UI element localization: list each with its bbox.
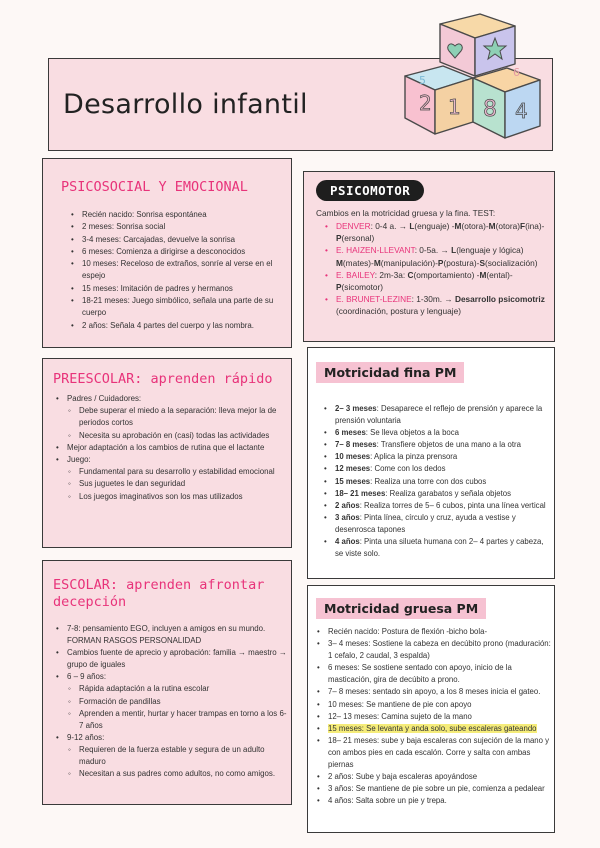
escolar-title: ESCOLAR: aprenden afrontar decepción	[53, 577, 265, 610]
preescolar-title: PREESCOLAR: aprenden rápido	[53, 371, 273, 387]
motricidad-gruesa-title: Motricidad gruesa PM	[316, 598, 486, 619]
sub-list-item: ◦ Formación de pandillas	[67, 696, 287, 708]
list-item: • 2 años: Sube y baja escaleras apoyándose	[316, 771, 552, 783]
psicosocial-title: PSICOSOCIAL Y EMOCIONAL	[61, 179, 248, 195]
svg-text:1: 1	[448, 95, 461, 119]
list-item: • Recién nacido: Postura de flexión -bicho bola-	[316, 626, 552, 638]
list-item: • 2– 3 meses: Desaparece el reflejo de prensión y aparece la prensión voluntaria	[323, 403, 551, 427]
list-item: • Recién nacido: Sonrisa espontánea	[70, 209, 285, 221]
list-item: • 12 meses: Come con los dedos	[323, 463, 551, 475]
list-item-text: 9-12 años:	[67, 732, 105, 742]
svg-text:6: 6	[513, 66, 520, 79]
sub-list-item: ◦ Los juegos imaginativos son los mas utilizados	[67, 491, 285, 503]
list-item-text: Cambios fuente de aprecio y aprobación: familia → maestro → grupo de iguales	[67, 648, 287, 670]
sub-list-item: ◦ Rápida adaptación a la rutina escolar	[67, 683, 287, 695]
list-item	[55, 732, 287, 780]
sub-list-item: ◦ Necesita su aprobación en (casi) todas las actividades	[67, 430, 285, 442]
list-item	[55, 393, 285, 442]
escolar-list	[55, 623, 287, 780]
motricidad-fina-card	[307, 347, 555, 579]
list-item: • 4 años: Salta sobre un pie y trepa.	[316, 795, 552, 807]
test-item-denver: • DENVER: 0-4 a. → L(enguaje) -M(otora)-M(otora)F(ina)- P(ersonal)	[324, 220, 552, 244]
preescolar-list	[55, 393, 285, 503]
list-item: • 6 meses: Se lleva objetos a la boca	[323, 427, 551, 439]
sub-list-item: ◦ Necesitan a sus padres como adultos, no como amigos.	[67, 768, 287, 780]
list-item	[55, 442, 285, 454]
list-item: • 18– 21 meses: sube y baja escaleras con sujeción de la mano y con ambos pies en cada escalón. Corre y salta con ambas piernas	[316, 735, 552, 771]
psicosocial-card	[42, 158, 292, 348]
list-item: • 10 meses: Receloso de extraños, sonríe al verse en el espejo	[70, 258, 285, 283]
sub-list-item: ◦ Fundamental para su desarrollo y estabilidad emocional	[67, 466, 285, 478]
list-item	[55, 623, 287, 647]
list-item: • 3– 4 meses: Sostiene la cabeza en decúbito prono (maduración: 1 cefalo, 2 caudal, 3 espalda)	[316, 638, 552, 662]
motricidad-gruesa-card	[307, 585, 555, 833]
list-item-highlighted: • 15 meses: Se levanta y anda solo, sube escaleras gateando	[316, 723, 552, 735]
list-item-text: Juego:	[67, 455, 91, 465]
list-item: • 4 años: Pinta una silueta humana con 2– 4 partes y cabeza, se viste solo.	[323, 536, 551, 560]
sub-list	[67, 744, 287, 780]
list-item: • 6 meses: Comienza a dirigirse a desconocidos	[70, 246, 285, 258]
baby-blocks-illustration	[395, 6, 545, 151]
list-item: • 6 meses: Se sostiene sentado con apoyo, inicio de la masticación, gira de decúbito a prono.	[316, 662, 552, 686]
list-item: • 3 años: Pinta línea, círculo y cruz, ayuda a vestise y desenrosca tapones	[323, 512, 551, 536]
list-item: • 15 meses: Realiza una torre con dos cubos	[323, 476, 551, 488]
list-item: • 18-21 meses: Juego simbólico, señala una parte de su cuerpo	[70, 295, 285, 320]
list-item	[55, 647, 287, 671]
list-item: • 12– 13 meses: Camina sujeto de la mano	[316, 711, 552, 723]
svg-text:5: 5	[419, 74, 426, 87]
sub-list	[67, 466, 285, 503]
sub-list-item: ◦ Sus juguetes le dan seguridad	[67, 478, 285, 490]
page-title: Desarrollo infantil	[63, 89, 308, 120]
sub-list-item: ◦ Requieren de la fuerza estable y segura de un adulto maduro	[67, 744, 287, 768]
list-item: • 15 meses: Imitación de padres y hermanos	[70, 283, 285, 295]
test-item-haizen: • E. HAIZEN-LLEVANT: 0-5a. → L(lenguaje y lógica) M(mates)-M(manipulación)-P(postura)-S(socialización)	[324, 244, 552, 268]
list-item: • 2 años: Señala 4 partes del cuerpo y las nombra.	[70, 320, 285, 332]
list-item-text: 6 – 9 años:	[67, 672, 107, 682]
list-item: • 2 meses: Sonrisa social	[70, 221, 285, 233]
svg-text:2: 2	[419, 91, 432, 115]
psicomotor-title: PSICOMOTOR	[316, 180, 424, 201]
sub-list-item: ◦ Aprenden a mentir, hurtar y hacer trampas en torno a los 6-7 años	[67, 708, 287, 732]
list-item	[55, 671, 287, 731]
sub-list-item: ◦ Debe superar el miedo a la separación: lleva mejor la de periodos cortos	[67, 405, 285, 429]
svg-text:4: 4	[515, 99, 528, 123]
list-item-text: Mejor adaptación a los cambios de rutina que el lactante	[67, 442, 265, 452]
list-item: • 3 años: Se mantiene de pie sobre un pie, comienza a pedalear	[316, 783, 552, 795]
preescolar-card	[42, 358, 292, 548]
list-item: • 10 meses: Se mantiene de pie con apoyo	[316, 699, 552, 711]
escolar-card	[42, 560, 292, 805]
psicomotor-list	[324, 220, 552, 318]
motricidad-fina-title: Motricidad fina PM	[316, 362, 464, 383]
list-item: • 18– 21 meses: Realiza garabatos y señala objetos	[323, 488, 551, 500]
list-item: • 2 años: Realiza torres de 5– 6 cubos, pinta una línea vertical	[323, 500, 551, 512]
sub-list	[67, 683, 287, 731]
motricidad-gruesa-list	[316, 626, 552, 807]
list-item: • 7– 8 meses: sentado sin apoyo, a los 8 meses inicia el gateo.	[316, 686, 552, 698]
list-item: • 3-4 meses: Carcajadas, devuelve la sonrisa	[70, 234, 285, 246]
list-item-text: 7-8: pensamiento EGO, incluyen a amigos en su mundo. FORMAN RASGOS PERSONALIDAD	[67, 624, 266, 646]
test-item-brunet: • E. BRUNET-LEZINE: 1-30m. → Desarrollo psicomotriz (coordinación, postura y lenguaje)	[324, 293, 552, 317]
psicomotor-card	[303, 171, 555, 342]
test-item-bailey: • E. BAILEY: 2m-3a: C(omportamiento) -M(ental)-P(sicomotor)	[324, 269, 552, 293]
list-item-text: Padres / Cuidadores:	[67, 394, 142, 403]
svg-text:8: 8	[483, 97, 497, 122]
psicomotor-intro: Cambios en la motricidad gruesa y la fina. TEST:	[316, 208, 496, 218]
list-item: • 10 meses: Aplica la pinza prensora	[323, 451, 551, 463]
motricidad-fina-list	[323, 403, 551, 560]
sub-list	[67, 405, 285, 442]
psicosocial-list	[70, 209, 285, 332]
list-item: • 7– 8 meses: Transfiere objetos de una mano a la otra	[323, 439, 551, 451]
list-item	[55, 454, 285, 503]
